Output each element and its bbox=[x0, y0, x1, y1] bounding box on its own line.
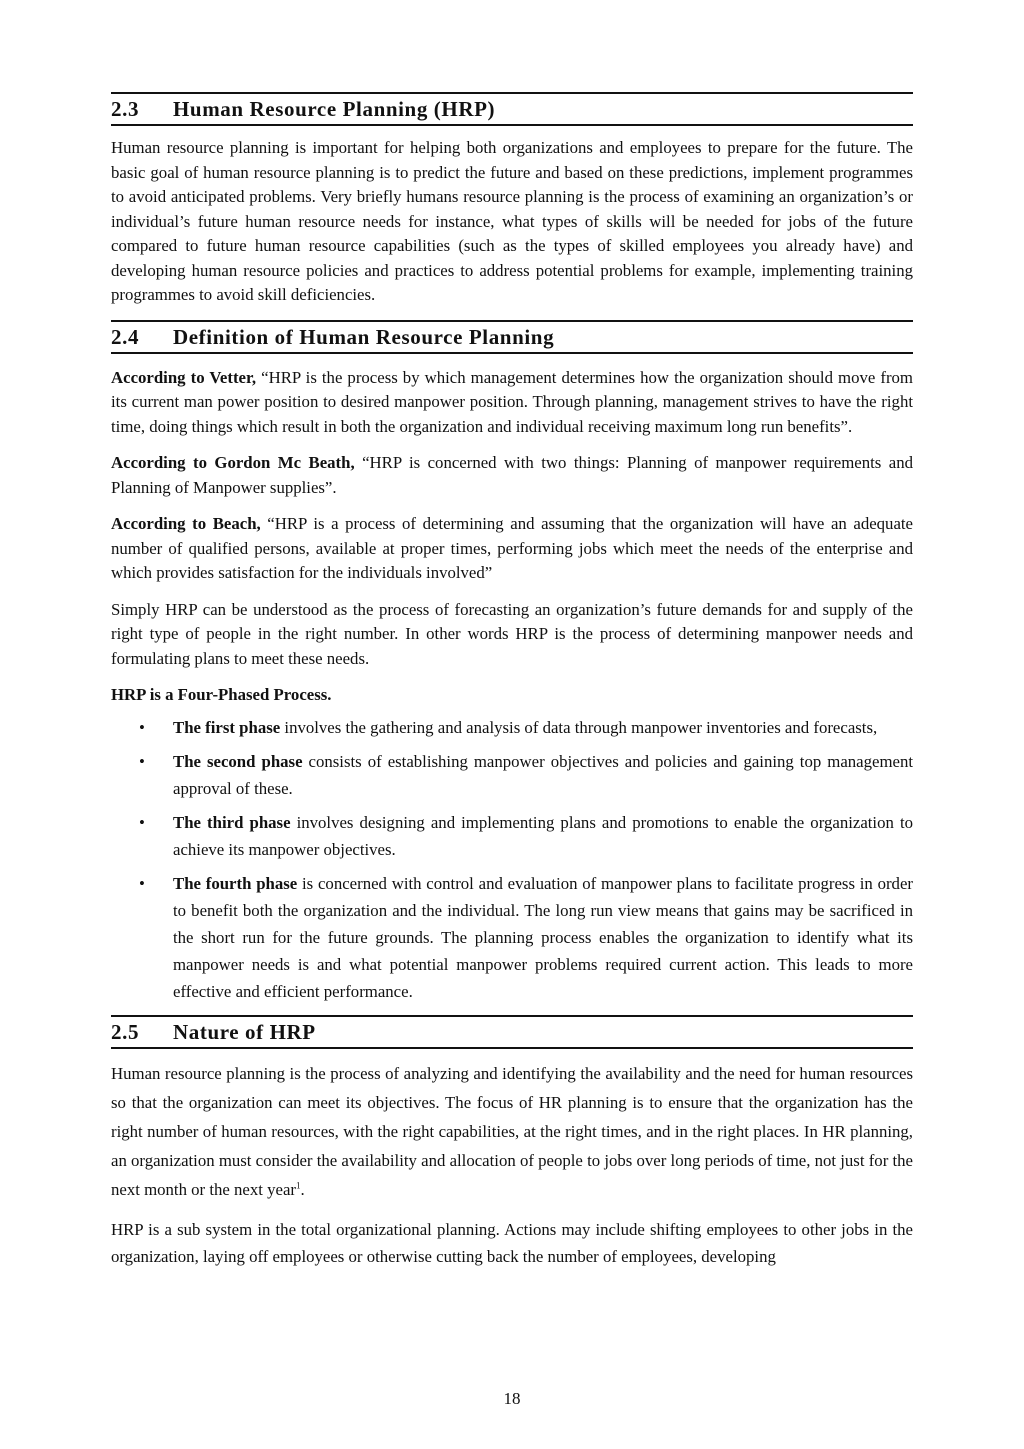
page-number: 18 bbox=[503, 1389, 521, 1408]
nature-paragraph bbox=[111, 1059, 913, 1204]
beach-lead: According to Beach, bbox=[111, 514, 261, 533]
section-number: 2.5 bbox=[111, 1019, 140, 1044]
section-heading-2-4 bbox=[111, 320, 913, 354]
four-phase-heading: HRP is a Four-Phased Process. bbox=[111, 685, 332, 704]
section-heading-2-5 bbox=[111, 1015, 913, 1049]
gordon-lead: According to Gordon Mc Beath, bbox=[111, 453, 355, 472]
subsystem-paragraph: HRP is a sub system in the total organizational planning. Actions may include shifting employees to other jobs in the organization, laying off employees or otherwise cutting back the number of employees, developing bbox=[111, 1219, 913, 1266]
nature-text-end: . bbox=[300, 1179, 305, 1199]
footnote-marker: 1 bbox=[296, 1179, 301, 1190]
vetter-text: “HRP is the process by which management determines how the organization should move from its current man power position to desired manpower position. Through planning, management strives to have the right time, doing things which result in both the organization and individual receiving maximum long run benefits”. bbox=[111, 367, 913, 436]
section-title: Human Resource Planning (HRP) bbox=[173, 97, 496, 121]
vetter-lead: According to Vetter, bbox=[111, 367, 257, 387]
bullet-icon: • bbox=[139, 873, 145, 893]
list-item bbox=[111, 870, 913, 1005]
section-number: 2.3 bbox=[111, 97, 140, 121]
phase-lead: The first phase bbox=[173, 717, 281, 737]
beach-definition bbox=[111, 512, 913, 586]
list-item bbox=[111, 809, 913, 863]
phase-text: involves the gathering and analysis of data through manpower inventories and forecasts, bbox=[280, 717, 878, 737]
bullet-icon: • bbox=[139, 812, 145, 832]
page-content bbox=[111, 92, 913, 1270]
bullet-icon: • bbox=[139, 751, 145, 771]
phase-text: is concerned with control and evaluation of manpower plans to facilitate progress in order to benefit both the organization and the individual. The long run view means that gains may be sacrificed in the short run for the future grounds. The planning process enables the organization to identify what its manpower needs is and what potential manpower problems required current action. This leads to more effective and efficient performance. bbox=[173, 873, 913, 1001]
vetter-definition bbox=[111, 366, 913, 440]
nature-text: Human resource planning is the process of analyzing and identifying the availability and the need for human resources so that the organization can meet its objectives. The focus of HR planning is to ensure that the organization has the right number of human resources, with the right capabilities, at the right times, and in the right places. In HR planning, an organization must consider the availability and allocation of people to jobs over long periods of time, not just for the next month or the next year bbox=[111, 1063, 913, 1199]
list-item bbox=[111, 714, 913, 741]
gordon-definition bbox=[111, 451, 913, 500]
section-number: 2.4 bbox=[111, 324, 140, 349]
phase-lead: The third phase bbox=[173, 812, 291, 832]
gordon-text: “HRP is concerned with two things: Planning of manpower requirements and Planning of Manpower supplies”. bbox=[111, 453, 913, 497]
beach-text: “HRP is a process of determining and assuming that the organization will have an adequate number of qualified persons, available at proper times, performing jobs which meet the needs of the enterprise and which provides satisfaction for the individuals involved” bbox=[111, 514, 914, 582]
list-item bbox=[111, 748, 913, 802]
phase-lead: The fourth phase bbox=[173, 873, 298, 893]
phase-text: consists of establishing manpower objectives and policies and gaining top management approval of these. bbox=[173, 751, 913, 798]
phase-lead: The second phase bbox=[173, 751, 303, 771]
phase-text: involves designing and implementing plans and promotions to enable the organization to achieve its manpower objectives. bbox=[173, 812, 913, 859]
bullet-icon: • bbox=[139, 717, 145, 737]
hrp-intro-paragraph: Human resource planning is important for helping both organizations and employees to prepare for the future. The basic goal of human resource planning is to predict the future and based on these predictions, implement programmes to avoid anticipated problems. Very briefly humans resource planning is the process of examining an organization’s or individual’s future human resource needs for instance, what types of skills will be needed for jobs of the future compared to future human resource capabilities (such as the types of skilled employees you already have) and developing human resource policies and practices to address potential problems for example, implementing training programmes to avoid skill deficiencies. bbox=[111, 138, 913, 304]
simply-paragraph: Simply HRP can be understood as the process of forecasting an organization’s future demands for and supply of the right type of people in the right number. In other words HRP is the process of determining manpower needs and formulating plans to meet these needs. bbox=[111, 599, 913, 668]
section-title: Definition of Human Resource Planning bbox=[173, 324, 555, 349]
section-title: Nature of HRP bbox=[173, 1019, 316, 1044]
phase-list bbox=[111, 714, 913, 1005]
section-heading-2-3 bbox=[111, 92, 913, 126]
